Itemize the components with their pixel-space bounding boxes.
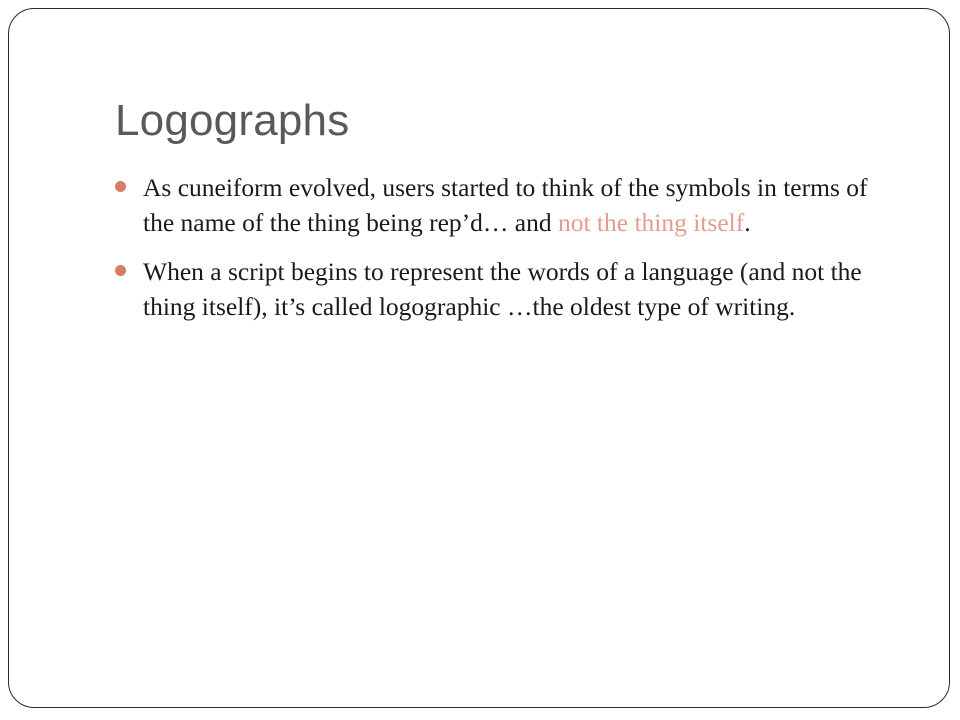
- bullet-text: When a script begins to represent the words of a language (and not the thing itself), it’s called logographic …the oldest type of writing.: [143, 257, 862, 321]
- slide-title: Logographs: [115, 96, 350, 145]
- bullet-highlight: not the thing itself: [557, 208, 745, 237]
- bullet-dot-icon: [115, 181, 126, 192]
- bullet-dot-icon: [115, 265, 126, 276]
- bullet-text-end: .: [744, 208, 751, 237]
- bullet-item: [115, 254, 875, 324]
- bullet-text: As cuneiform evolved, users started to think of the symbols in terms of the name of the thing being rep’d… and: [143, 173, 868, 237]
- bullet-list: [115, 170, 875, 338]
- bullet-item: [115, 170, 875, 240]
- slide-frame: [8, 8, 950, 708]
